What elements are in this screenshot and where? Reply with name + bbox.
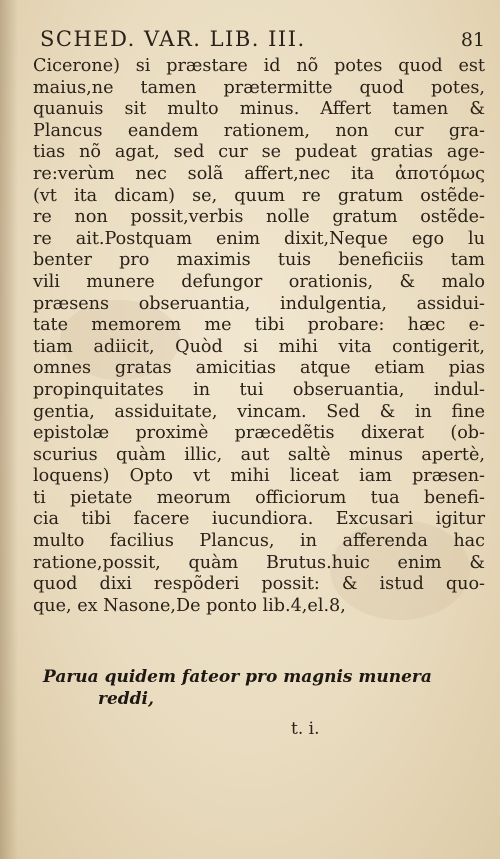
text-line: vili munere defungor orationis, & malo <box>33 271 485 292</box>
text-line: gentia, assiduitate, vincam. Sed & in fine <box>33 401 485 422</box>
text-line: tate memorem me tibi probare: hæc e- <box>33 315 485 336</box>
text-line: re ait.Postquam enim dixit,Neque ego lu <box>33 228 485 249</box>
text-line: omnes gratas amicitias atque etiam pias <box>33 358 485 379</box>
page-number: 81 <box>460 29 485 51</box>
text-line: loquens) Opto vt mihi liceat iam præsen- <box>33 466 485 487</box>
text-line: re non possit,verbis nolle gratum ostẽde- <box>33 207 485 228</box>
text-line: benter pro maximis tuis beneficiis tam <box>33 250 485 271</box>
running-title: SCHED. VAR. LIB. III. <box>40 27 306 51</box>
text-line: Plancus eandem rationem, non cur gra- <box>33 120 485 141</box>
text-line: maius,ne tamen prætermitte quod potes, <box>33 77 485 98</box>
text-line: tiam adiicit, Quòd si mihi vita contigerit, <box>33 336 485 357</box>
verse-line: Parua quidem fateor pro magnis munera <box>43 667 432 687</box>
running-head <box>40 27 485 55</box>
text-line: tias nõ agat, sed cur se pudeat gratias age- <box>33 142 485 163</box>
text-line: re:verùm nec solã affert,nec ita ἀποτόμως <box>33 163 485 184</box>
text-line: Cicerone) si præstare id nõ potes quod est <box>33 56 485 76</box>
verse-quotation <box>43 666 483 710</box>
verse-line: reddi, <box>98 689 154 709</box>
text-line: quanuis sit multo minus. Affert tamen & <box>33 99 485 120</box>
text-line: epistolæ proximè præcedẽtis dixerat (ob- <box>33 423 485 444</box>
text-line: ratione,possit, quàm Brutus.huic enim & <box>33 552 485 573</box>
text-line: que, ex Nasone,De ponto lib.4,el.8, <box>33 595 346 616</box>
text-line: præsens obseruantia, indulgentia, assidui- <box>33 293 485 314</box>
text-line: multo facilius Plancus, in afferenda hac <box>33 531 485 552</box>
body-text <box>33 56 485 617</box>
text-line: (vt ita dicam) se, quum re gratum ostẽde- <box>33 185 485 206</box>
signature-mark: t. i. <box>291 719 320 739</box>
text-line: scurius quàm illic, aut saltè minus apertè, <box>33 444 485 465</box>
text-line: propinquitates in tui obseruantia, indul- <box>33 379 485 400</box>
text-line: cia tibi facere iucundiora. Excusari igitur <box>33 509 485 530</box>
text-line: quod dixi respõderi possit: & istud quo- <box>33 574 485 595</box>
text-line: ti pietate meorum officiorum tua benefi- <box>33 487 485 508</box>
